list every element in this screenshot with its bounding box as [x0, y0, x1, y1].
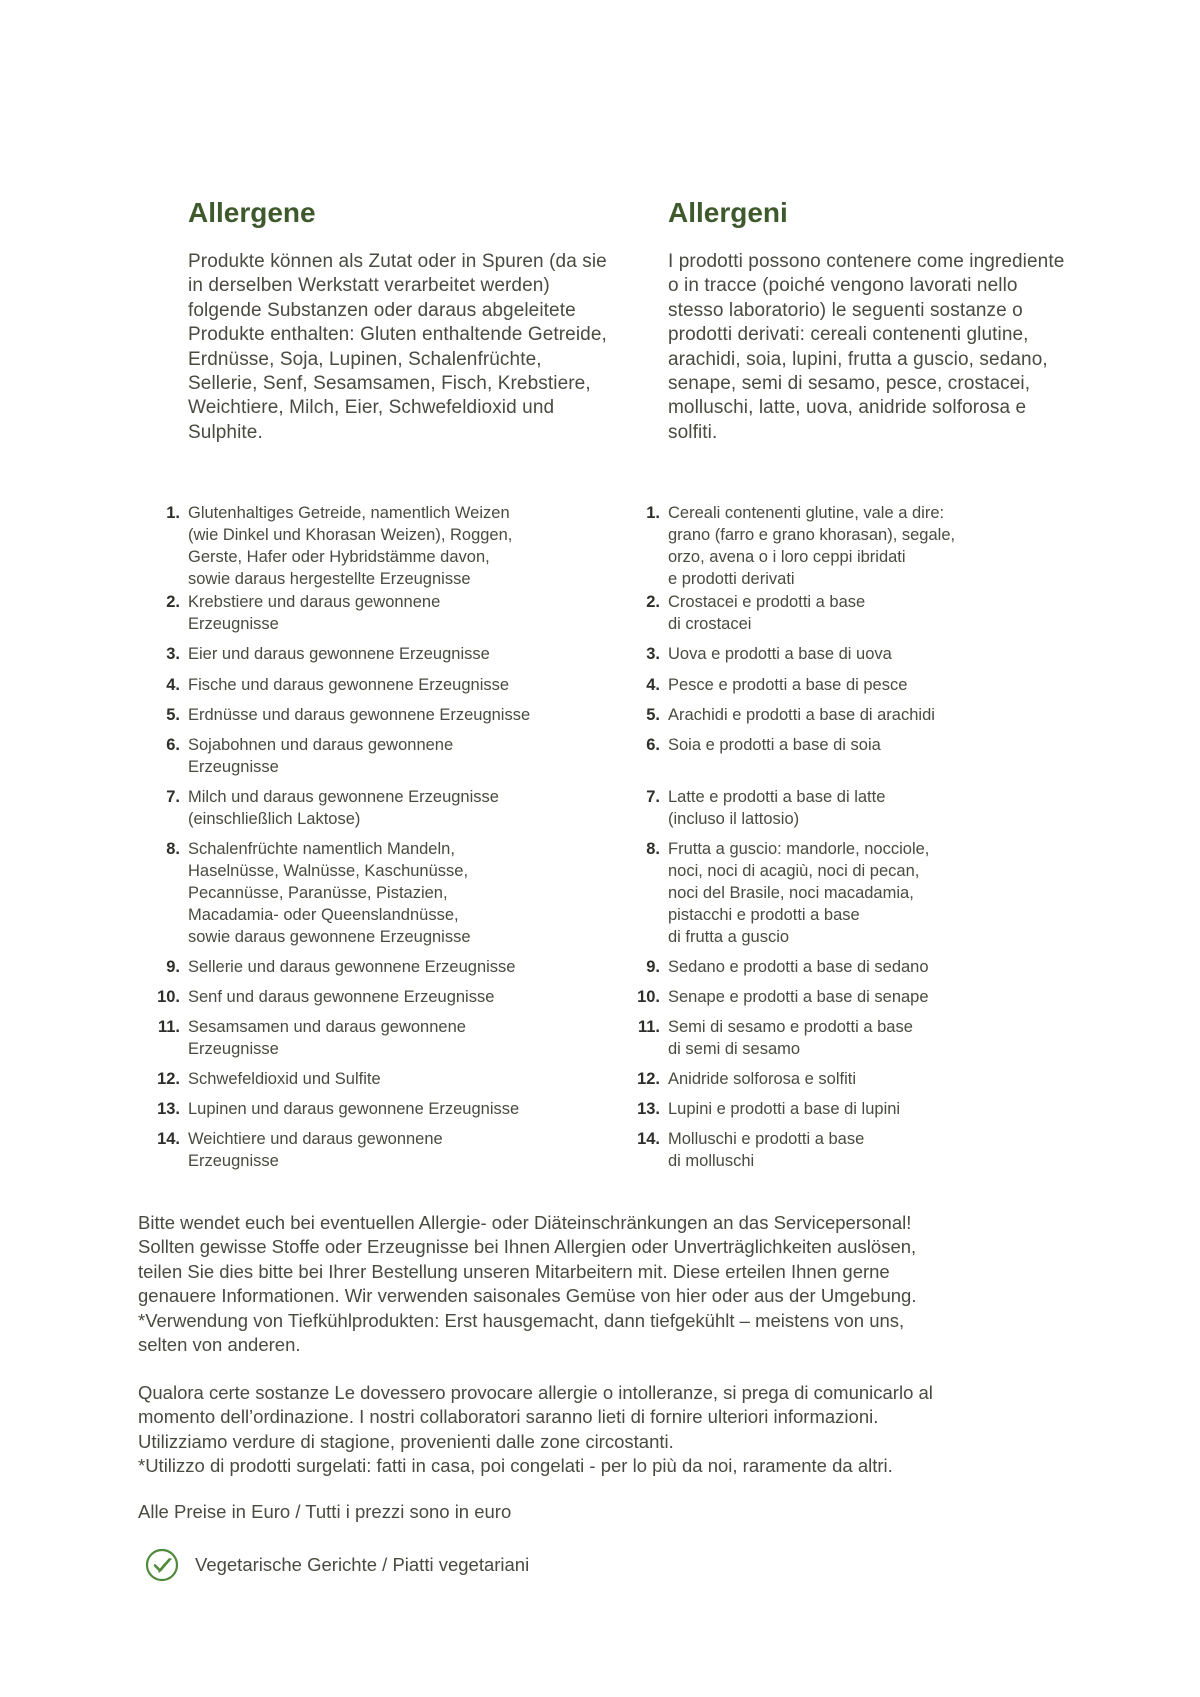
item-number: 14. — [637, 1130, 660, 1148]
list-item — [637, 1016, 1108, 1060]
list-item — [166, 704, 628, 726]
list-item — [166, 956, 628, 978]
list-item — [637, 1128, 1108, 1172]
check-circle-icon — [145, 1548, 179, 1582]
item-number: 3. — [166, 645, 180, 663]
item-text: Sellerie und daraus gewonnene Erzeugnisse — [188, 958, 516, 976]
prices-note — [138, 1500, 1068, 1524]
item-number: 5. — [646, 706, 660, 724]
item-text: Schalenfrüchte namentlich Mandeln, Haselnüsse, Walnüsse, Kaschunüsse, Pecannüsse, Paranüsse, Pistazien, Macadamia- oder Queenslandnüsse, sowie daraus gewonnene Erzeugnisse — [188, 840, 471, 946]
item-number: 8. — [166, 840, 180, 858]
item-text: Erdnüsse und daraus gewonnene Erzeugnisse — [188, 706, 531, 724]
list-item — [646, 956, 1108, 978]
vegetarian-label: Vegetarische Gerichte / Piatti vegetariani — [195, 1554, 530, 1575]
item-text: Sedano e prodotti a base di sedano — [668, 958, 929, 976]
list-item — [646, 674, 1108, 696]
item-number: 13. — [637, 1100, 660, 1118]
list-item — [646, 591, 1108, 635]
list-item — [157, 1068, 628, 1090]
list-item — [637, 1068, 1108, 1090]
prices-text: Alle Preise in Euro / Tutti i prezzi sono in euro — [138, 1501, 512, 1522]
german-title: Allergene — [188, 197, 316, 228]
item-number: 7. — [646, 788, 660, 806]
item-text: Anidride solforosa e solfiti — [668, 1070, 857, 1088]
item-text: Glutenhaltiges Getreide, namentlich Weizen (wie Dinkel und Khorasan Weizen), Roggen, Gerste, Hafer oder Hybridstämme davon, sowie daraus hergestellte Erzeugnisse — [188, 504, 513, 588]
item-number: 6. — [166, 736, 180, 754]
item-text: Uova e prodotti a base di uova — [668, 645, 892, 663]
item-number: 11. — [157, 1018, 180, 1036]
item-number: 9. — [646, 958, 660, 976]
item-text: Fische und daraus gewonnene Erzeugnisse — [188, 676, 510, 694]
item-number: 10. — [157, 988, 180, 1006]
item-text: Arachidi e prodotti a base di arachidi — [668, 706, 935, 724]
item-text: Crostacei e prodotti a base di crostacei — [668, 593, 866, 633]
item-text: Frutta a guscio: mandorle, nocciole, noci, noci di acagiù, noci di pecan, noci del Brasile, noci macadamia, pistacchi e prodotti a base di frutta a guscio — [668, 840, 930, 946]
item-text: Senf und daraus gewonnene Erzeugnisse — [188, 988, 495, 1006]
item-number: 9. — [166, 958, 180, 976]
list-item — [157, 1128, 628, 1172]
footer-german-text: Bitte wendet euch bei eventuellen Allergie- oder Diäteinschränkungen an das Servicepersonal! Sollten gewisse Stoffe oder Erzeugnisse bei Ihnen Allergien oder Unverträglichkeiten auslösen, teilen Sie dies bitte bei Ihrer Bestellung unseren Mitarbeitern mit. Diese erteilen Ihnen gerne genauere Informationen. Wir verwenden saisonales Gemüse von hier oder aus der Umgebung. *Verwendung von Tiefkühlprodukten: Erst hausgemacht, dann tiefgekühlt – meistens von uns, selten von anderen. — [138, 1212, 917, 1356]
item-number: 12. — [157, 1070, 180, 1088]
italian-intro: I prodotti possono contenere come ingrediente o in tracce (poiché vengono lavorati nello stesso laboratorio) le seguenti sostanze o prodotti derivati: cereali contenenti glutine, arachidi, soia, lupini, frutta a guscio, sedano, senape, semi di sesamo, pesce, crostacei, molluschi, latte, uova, anidride solforosa e solfiti. — [668, 251, 1065, 443]
list-item — [646, 704, 1108, 726]
allergen-column-german — [157, 196, 608, 1170]
item-number: 5. — [166, 706, 180, 724]
list-item — [166, 786, 628, 830]
list-item — [637, 986, 1108, 1008]
item-text: Lupinen und daraus gewonnene Erzeugnisse — [188, 1100, 520, 1118]
footer-note-italian — [138, 1381, 1068, 1479]
list-item — [166, 643, 628, 665]
item-number: 7. — [166, 788, 180, 806]
item-text: Lupini e prodotti a base di lupini — [668, 1100, 901, 1118]
german-intro: Produkte können als Zutat oder in Spuren (da sie in derselben Werkstatt verarbeitet werden) folgende Substanzen oder daraus abgeleitete Produkte enthalten: Gluten enthaltende Getreide, Erdnüsse, Soja, Lupinen, Schalenfrüchte, Sellerie, Senf, Sesamsamen, Fisch, Krebstiere, Weichtiere, Milch, Eier, Schwefeldioxid und Sulphite. — [188, 251, 607, 443]
item-number: 6. — [646, 736, 660, 754]
item-number: 4. — [646, 676, 660, 694]
italian-title: Allergeni — [668, 197, 788, 228]
item-text: Schwefeldioxid und Sulfite — [188, 1070, 381, 1088]
footer-note-german — [138, 1211, 1068, 1357]
list-item — [166, 734, 628, 778]
item-number: 11. — [637, 1018, 660, 1036]
item-number: 4. — [166, 676, 180, 694]
item-text: Molluschi e prodotti a base di molluschi — [668, 1130, 865, 1170]
item-number: 2. — [166, 593, 180, 611]
item-text: Sesamsamen und daraus gewonnene Erzeugnisse — [188, 1018, 466, 1058]
list-item — [166, 591, 628, 635]
item-text: Semi di sesamo e prodotti a base di semi di sesamo — [668, 1018, 913, 1058]
item-text: Senape e prodotti a base di senape — [668, 988, 929, 1006]
list-item — [166, 674, 628, 696]
list-item — [646, 734, 1108, 756]
item-text: Cereali contenenti glutine, vale a dire: grano (farro e grano khorasan), segale, orzo, avena o i loro ceppi ibridati e prodotti derivati — [668, 504, 956, 588]
item-number: 1. — [646, 504, 660, 522]
item-number: 1. — [166, 504, 180, 522]
item-number: 14. — [157, 1130, 180, 1148]
allergen-column-italian — [637, 196, 1068, 1170]
list-item — [157, 986, 628, 1008]
item-text: Krebstiere und daraus gewonnene Erzeugnisse — [188, 593, 441, 633]
list-item — [646, 502, 1108, 590]
list-item — [637, 1098, 1108, 1120]
item-text: Latte e prodotti a base di latte (incluso il lattosio) — [668, 788, 886, 828]
item-text: Soia e prodotti a base di soia — [668, 736, 881, 754]
item-number: 12. — [637, 1070, 660, 1088]
list-item — [157, 1016, 628, 1060]
list-item — [157, 1098, 628, 1120]
list-item — [646, 643, 1108, 665]
list-item — [166, 838, 628, 948]
item-text: Weichtiere und daraus gewonnene Erzeugnisse — [188, 1130, 443, 1170]
item-text: Milch und daraus gewonnene Erzeugnisse (einschließlich Laktose) — [188, 788, 499, 828]
list-item — [646, 838, 1108, 948]
item-number: 13. — [157, 1100, 180, 1118]
item-text: Sojabohnen und daraus gewonnene Erzeugnisse — [188, 736, 454, 776]
item-number: 2. — [646, 593, 660, 611]
footer-italian-text: Qualora certe sostanze Le dovessero provocare allergie o intolleranze, si prega di comunicarlo al momento dell’ordinazione. I nostri collaboratori saranno lieti di fornire ulteriori informazioni. Utilizziamo verdure di stagione, provenienti dalle zone circostanti. *Utilizzo di prodotti surgelati: fatti in casa, poi congelati - per lo più da noi, raramente da altri. — [138, 1382, 933, 1477]
list-item — [166, 502, 628, 590]
item-text: Pesce e prodotti a base di pesce — [668, 676, 908, 694]
item-number: 3. — [646, 645, 660, 663]
item-number: 10. — [637, 988, 660, 1006]
item-text: Eier und daraus gewonnene Erzeugnisse — [188, 645, 490, 663]
list-item — [646, 786, 1108, 830]
vegetarian-legend — [145, 1548, 529, 1582]
item-number: 8. — [646, 840, 660, 858]
